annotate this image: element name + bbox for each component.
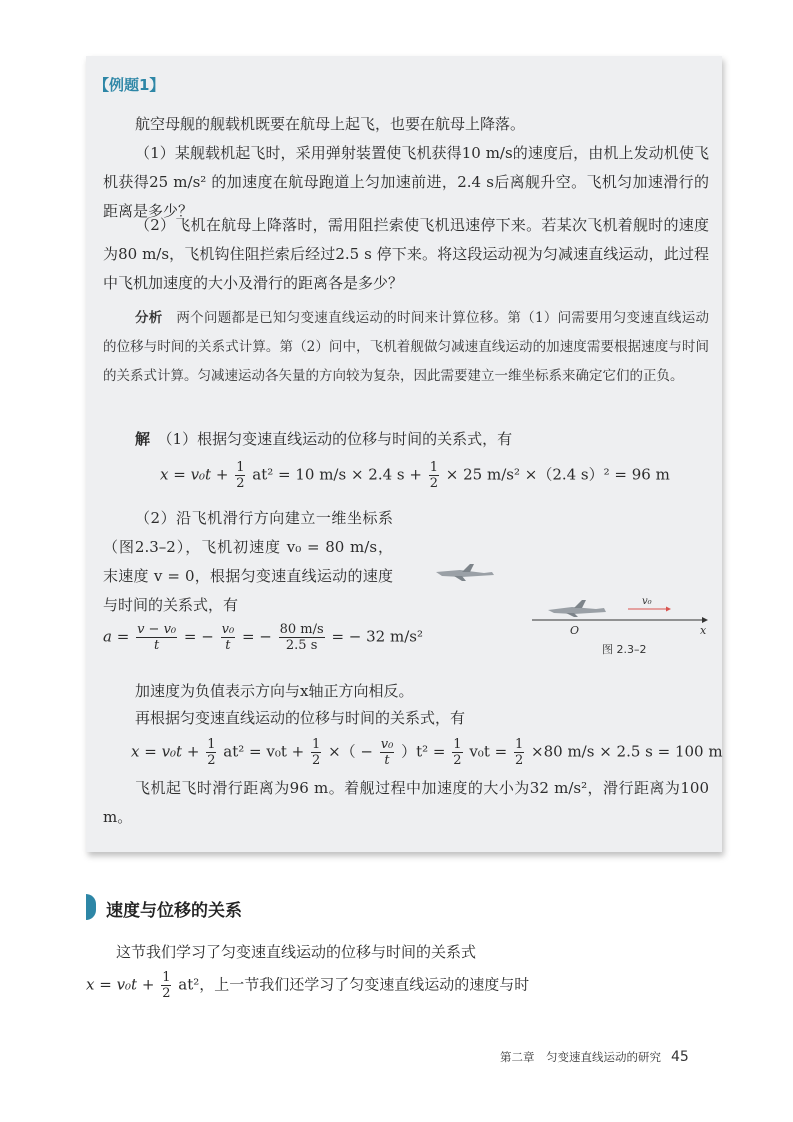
negative-acceleration-note: 加速度为负值表示方向与x轴正方向相反。 — [135, 682, 414, 700]
section-title: 速度与位移的关系 — [106, 901, 242, 921]
conclusion: 飞机起飞时滑行距离为96 m。着舰过程中加速度的大小为32 m/s²，滑行距离为100 m。 — [103, 779, 709, 826]
airplane-icon — [436, 564, 494, 581]
solution-p1-text: （1）根据匀变速直线运动的位移与时间的关系式，有 — [165, 430, 513, 448]
question-2: （2）飞机在航母上降落时，需用阻拦索使飞机迅速停下来。若某次飞机着舰时的速度为80 m/s，飞机钩住阻拦索后经过2.5 s 停下来。将这段运动视为匀减速直线运动，此过程中飞机加速度的大小及滑行的距离各是多少？ — [103, 216, 709, 292]
airplane-icon — [548, 600, 606, 617]
origin-label: O — [570, 624, 580, 637]
section-text-line-1: 这节我们学习了匀变速直线运动的位移与时间的关系式 — [116, 943, 477, 961]
analysis-text: 两个问题都是已知匀变速直线运动的时间来计算位移。第（1）问需要用匀变速直线运动的位移与时间的关系式计算。第（2）问中，飞机着舰做匀减速直线运动的加速度需要根据速度与时间的关系式计算。匀减速运动各矢量的方向较为复杂，因此需要建立一维坐标系来确定它们的正负。 — [103, 310, 710, 384]
question-1: （1）某舰载机起飞时，采用弹射装置使飞机获得10 m/s的速度后，由机上发动机使飞机获得25 m/s² 的加速度在航母跑道上匀加速前进，2.4 s后离舰升空。飞机匀加速滑行的距离是多少？ — [103, 144, 709, 220]
example-tag: 【例题1】 — [94, 76, 165, 94]
analysis-paragraph — [103, 304, 709, 391]
figure-caption: 图 2.3–2 — [602, 643, 647, 656]
page-number: 45 — [671, 1049, 689, 1065]
figure-2-3-2 — [432, 560, 712, 660]
equation-3: x = v₀t + $\frac{1}{2}$ at² = v₀t + $\frac{1}{2}$ ×（ − $\frac{\text{v₀}}{t}$ ）t² = $\frac{1}{2}$ v₀t = $\frac{1}{2}$ ×80 m/s × 2.5 s = 100 m — [131, 737, 723, 768]
analysis-label: 分析 — [135, 310, 163, 326]
section-text-line-2: x = v₀t + $\frac{1}{2}$ at²，上一节我们还学习了匀变速直线运动的速度与时 — [86, 970, 530, 1001]
again-note: 再根据匀变速直线运动的位移与时间的关系式，有 — [135, 709, 466, 727]
axis-label: x — [700, 624, 707, 637]
equation-2: a = $\frac{\text{v − v₀}}{t}$ = − $\frac{\text{v₀}}{t}$ = − $\frac{80 m/s}{2.5 s}$ = − 32 m/s² — [103, 622, 423, 653]
solution-label: 解 — [135, 430, 151, 448]
fraction-half: $\frac{1}{2}$ — [236, 460, 245, 491]
velocity-label: v₀ — [642, 596, 652, 607]
solution-part-2: （2）沿飞机滑行方向建立一维坐标系（图2.3–2），飞机初速度 v₀ = 80 m/s，末速度 v = 0，根据匀变速直线运动的速度与时间的关系式，有 — [103, 509, 393, 614]
section-marker — [86, 894, 96, 920]
example-intro: 航空母舰的舰载机既要在航母上起飞，也要在航母上降落。 — [135, 115, 526, 133]
equation-1: x = v₀t + $\frac{1}{2}$ at² = 10 m/s × 2.4 s + $\frac{1}{2}$ × 25 m/s² ×（2.4 s）² = 96 m — [160, 460, 670, 491]
solution-part-1 — [103, 425, 709, 454]
fraction-half: $\frac{1}{2}$ — [429, 460, 439, 491]
page-footer — [500, 1049, 689, 1065]
chapter-title: 第二章 匀变速直线运动的研究 — [500, 1050, 661, 1064]
